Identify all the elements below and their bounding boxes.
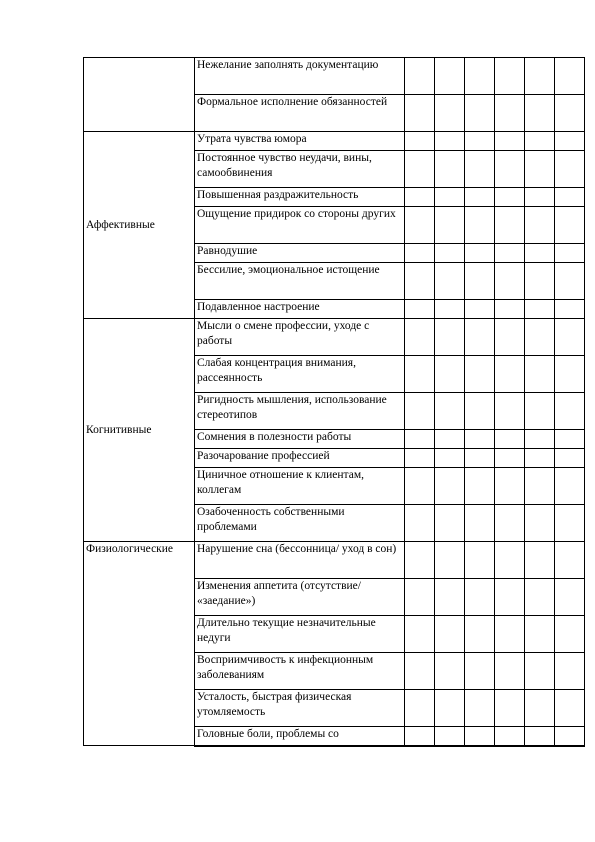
rating-cell[interactable] bbox=[555, 727, 585, 746]
rating-cell[interactable] bbox=[525, 151, 555, 188]
rating-cell[interactable] bbox=[435, 356, 465, 393]
rating-cell[interactable] bbox=[465, 244, 495, 263]
rating-cell[interactable] bbox=[555, 319, 585, 356]
rating-cell[interactable] bbox=[465, 727, 495, 746]
rating-cell[interactable] bbox=[465, 449, 495, 468]
rating-cell[interactable] bbox=[435, 727, 465, 746]
rating-cell[interactable] bbox=[465, 505, 495, 542]
rating-cell[interactable] bbox=[495, 690, 525, 727]
document-page bbox=[83, 57, 585, 747]
rating-cell[interactable] bbox=[495, 58, 525, 95]
rating-cell[interactable] bbox=[525, 579, 555, 616]
rating-cell[interactable] bbox=[435, 95, 465, 132]
symptom-cell: Головные боли, проблемы со bbox=[195, 727, 405, 746]
rating-cell[interactable] bbox=[525, 468, 555, 505]
symptom-table bbox=[83, 57, 585, 747]
rating-cell[interactable] bbox=[555, 263, 585, 300]
rating-cell[interactable] bbox=[525, 356, 555, 393]
rating-cell[interactable] bbox=[405, 319, 435, 356]
rating-cell[interactable] bbox=[405, 505, 435, 542]
rating-cell[interactable] bbox=[525, 653, 555, 690]
rating-cell[interactable] bbox=[405, 356, 435, 393]
rating-cell[interactable] bbox=[465, 207, 495, 244]
rating-cell[interactable] bbox=[525, 319, 555, 356]
rating-cell[interactable] bbox=[435, 300, 465, 319]
rating-cell[interactable] bbox=[495, 319, 525, 356]
rating-cell[interactable] bbox=[495, 132, 525, 151]
rating-cell[interactable] bbox=[495, 542, 525, 579]
rating-cell[interactable] bbox=[405, 653, 435, 690]
rating-cell[interactable] bbox=[435, 505, 465, 542]
category-cell: Физиологические bbox=[84, 542, 195, 746]
rating-cell[interactable] bbox=[555, 616, 585, 653]
rating-cell[interactable] bbox=[525, 132, 555, 151]
rating-cell[interactable] bbox=[465, 263, 495, 300]
category-cell: Когнитивные bbox=[84, 319, 195, 542]
rating-cell[interactable] bbox=[435, 188, 465, 207]
rating-cell[interactable] bbox=[495, 505, 525, 542]
rating-cell[interactable] bbox=[525, 616, 555, 653]
rating-cell[interactable] bbox=[555, 58, 585, 95]
rating-cell[interactable] bbox=[405, 727, 435, 746]
symptom-table-body bbox=[84, 58, 585, 746]
rating-cell[interactable] bbox=[405, 690, 435, 727]
rating-cell[interactable] bbox=[525, 58, 555, 95]
symptom-cell: Усталость, быстрая физическая утомляемость bbox=[195, 690, 405, 727]
rating-cell[interactable] bbox=[555, 300, 585, 319]
rating-cell[interactable] bbox=[435, 449, 465, 468]
rating-cell[interactable] bbox=[525, 430, 555, 449]
rating-cell[interactable] bbox=[525, 505, 555, 542]
category-cell bbox=[84, 58, 195, 132]
symptom-cell: Восприимчивость к инфекционным заболеваниям bbox=[195, 653, 405, 690]
rating-cell[interactable] bbox=[465, 653, 495, 690]
table-row bbox=[84, 58, 585, 95]
table-row bbox=[84, 542, 585, 579]
rating-cell[interactable] bbox=[465, 579, 495, 616]
symptom-cell: Сомнения в полезности работы bbox=[195, 430, 405, 449]
rating-cell[interactable] bbox=[555, 207, 585, 244]
rating-cell[interactable] bbox=[405, 95, 435, 132]
rating-cell[interactable] bbox=[405, 449, 435, 468]
rating-cell[interactable] bbox=[405, 468, 435, 505]
symptom-cell: Ригидность мышления, использование стереотипов bbox=[195, 393, 405, 430]
rating-cell[interactable] bbox=[525, 727, 555, 746]
symptom-cell: Подавленное настроение bbox=[195, 300, 405, 319]
rating-cell[interactable] bbox=[435, 319, 465, 356]
rating-cell[interactable] bbox=[525, 393, 555, 430]
rating-cell[interactable] bbox=[435, 132, 465, 151]
rating-cell[interactable] bbox=[465, 430, 495, 449]
rating-cell[interactable] bbox=[495, 727, 525, 746]
rating-cell[interactable] bbox=[555, 542, 585, 579]
symptom-cell: Слабая концентрация внимания, рассеянность bbox=[195, 356, 405, 393]
rating-cell[interactable] bbox=[465, 542, 495, 579]
rating-cell[interactable] bbox=[405, 244, 435, 263]
rating-cell[interactable] bbox=[495, 356, 525, 393]
rating-cell[interactable] bbox=[555, 244, 585, 263]
rating-cell[interactable] bbox=[495, 616, 525, 653]
rating-cell[interactable] bbox=[525, 300, 555, 319]
table-row bbox=[84, 132, 585, 151]
rating-cell[interactable] bbox=[405, 188, 435, 207]
rating-cell[interactable] bbox=[435, 207, 465, 244]
rating-cell[interactable] bbox=[465, 319, 495, 356]
rating-cell[interactable] bbox=[465, 393, 495, 430]
rating-cell[interactable] bbox=[465, 468, 495, 505]
rating-cell[interactable] bbox=[495, 263, 525, 300]
rating-cell[interactable] bbox=[405, 207, 435, 244]
rating-cell[interactable] bbox=[435, 151, 465, 188]
rating-cell[interactable] bbox=[525, 244, 555, 263]
rating-cell[interactable] bbox=[435, 58, 465, 95]
rating-cell[interactable] bbox=[525, 690, 555, 727]
rating-cell[interactable] bbox=[495, 579, 525, 616]
symptom-cell: Озабоченность собственными проблемами bbox=[195, 505, 405, 542]
rating-cell[interactable] bbox=[495, 449, 525, 468]
rating-cell[interactable] bbox=[555, 393, 585, 430]
rating-cell[interactable] bbox=[555, 356, 585, 393]
symptom-cell: Бессилие, эмоциональное истощение bbox=[195, 263, 405, 300]
rating-cell[interactable] bbox=[435, 244, 465, 263]
rating-cell[interactable] bbox=[465, 616, 495, 653]
rating-cell[interactable] bbox=[555, 449, 585, 468]
rating-cell[interactable] bbox=[405, 430, 435, 449]
rating-cell[interactable] bbox=[435, 690, 465, 727]
rating-cell[interactable] bbox=[435, 393, 465, 430]
rating-cell[interactable] bbox=[465, 95, 495, 132]
symptom-cell: Формальное исполнение обязанностей bbox=[195, 95, 405, 132]
symptom-cell: Нарушение сна (бессонница/ уход в сон) bbox=[195, 542, 405, 579]
rating-cell[interactable] bbox=[405, 58, 435, 95]
rating-cell[interactable] bbox=[435, 653, 465, 690]
symptom-cell: Повышенная раздражительность bbox=[195, 188, 405, 207]
rating-cell[interactable] bbox=[495, 95, 525, 132]
rating-cell[interactable] bbox=[525, 188, 555, 207]
rating-cell[interactable] bbox=[435, 430, 465, 449]
rating-cell[interactable] bbox=[525, 207, 555, 244]
rating-cell[interactable] bbox=[495, 207, 525, 244]
rating-cell[interactable] bbox=[555, 579, 585, 616]
rating-cell[interactable] bbox=[405, 542, 435, 579]
symptom-cell: Утрата чувства юмора bbox=[195, 132, 405, 151]
rating-cell[interactable] bbox=[555, 151, 585, 188]
rating-cell[interactable] bbox=[525, 449, 555, 468]
rating-cell[interactable] bbox=[465, 356, 495, 393]
rating-cell[interactable] bbox=[495, 468, 525, 505]
rating-cell[interactable] bbox=[465, 58, 495, 95]
rating-cell[interactable] bbox=[495, 300, 525, 319]
rating-cell[interactable] bbox=[405, 579, 435, 616]
rating-cell[interactable] bbox=[405, 132, 435, 151]
rating-cell[interactable] bbox=[525, 95, 555, 132]
rating-cell[interactable] bbox=[555, 95, 585, 132]
rating-cell[interactable] bbox=[465, 300, 495, 319]
symptom-cell: Равнодушие bbox=[195, 244, 405, 263]
symptom-cell: Циничное отношение к клиентам, коллегам bbox=[195, 468, 405, 505]
category-cell: Аффективные bbox=[84, 132, 195, 319]
rating-cell[interactable] bbox=[555, 430, 585, 449]
symptom-cell: Постоянное чувство неудачи, вины, самообвинения bbox=[195, 151, 405, 188]
rating-cell[interactable] bbox=[465, 151, 495, 188]
rating-cell[interactable] bbox=[525, 542, 555, 579]
rating-cell[interactable] bbox=[525, 263, 555, 300]
rating-cell[interactable] bbox=[405, 151, 435, 188]
rating-cell[interactable] bbox=[555, 188, 585, 207]
rating-cell[interactable] bbox=[555, 653, 585, 690]
rating-cell[interactable] bbox=[555, 132, 585, 151]
rating-cell[interactable] bbox=[435, 468, 465, 505]
rating-cell[interactable] bbox=[495, 393, 525, 430]
rating-cell[interactable] bbox=[435, 616, 465, 653]
rating-cell[interactable] bbox=[465, 690, 495, 727]
symptom-cell: Ощущение придирок со стороны других bbox=[195, 207, 405, 244]
symptom-cell: Длительно текущие незначительные недуги bbox=[195, 616, 405, 653]
symptom-cell: Изменения аппетита (отсутствие/ «заедание») bbox=[195, 579, 405, 616]
rating-cell[interactable] bbox=[405, 393, 435, 430]
symptom-cell: Нежелание заполнять документацию bbox=[195, 58, 405, 95]
rating-cell[interactable] bbox=[495, 430, 525, 449]
table-row bbox=[84, 319, 585, 356]
rating-cell[interactable] bbox=[435, 263, 465, 300]
rating-cell[interactable] bbox=[555, 468, 585, 505]
symptom-cell: Мысли о смене профессии, уходе с работы bbox=[195, 319, 405, 356]
rating-cell[interactable] bbox=[435, 579, 465, 616]
rating-cell[interactable] bbox=[405, 616, 435, 653]
rating-cell[interactable] bbox=[435, 542, 465, 579]
rating-cell[interactable] bbox=[405, 300, 435, 319]
rating-cell[interactable] bbox=[495, 653, 525, 690]
rating-cell[interactable] bbox=[465, 188, 495, 207]
rating-cell[interactable] bbox=[495, 244, 525, 263]
rating-cell[interactable] bbox=[555, 505, 585, 542]
symptom-cell: Разочарование профессией bbox=[195, 449, 405, 468]
rating-cell[interactable] bbox=[405, 263, 435, 300]
rating-cell[interactable] bbox=[495, 188, 525, 207]
rating-cell[interactable] bbox=[495, 151, 525, 188]
rating-cell[interactable] bbox=[555, 690, 585, 727]
rating-cell[interactable] bbox=[465, 132, 495, 151]
